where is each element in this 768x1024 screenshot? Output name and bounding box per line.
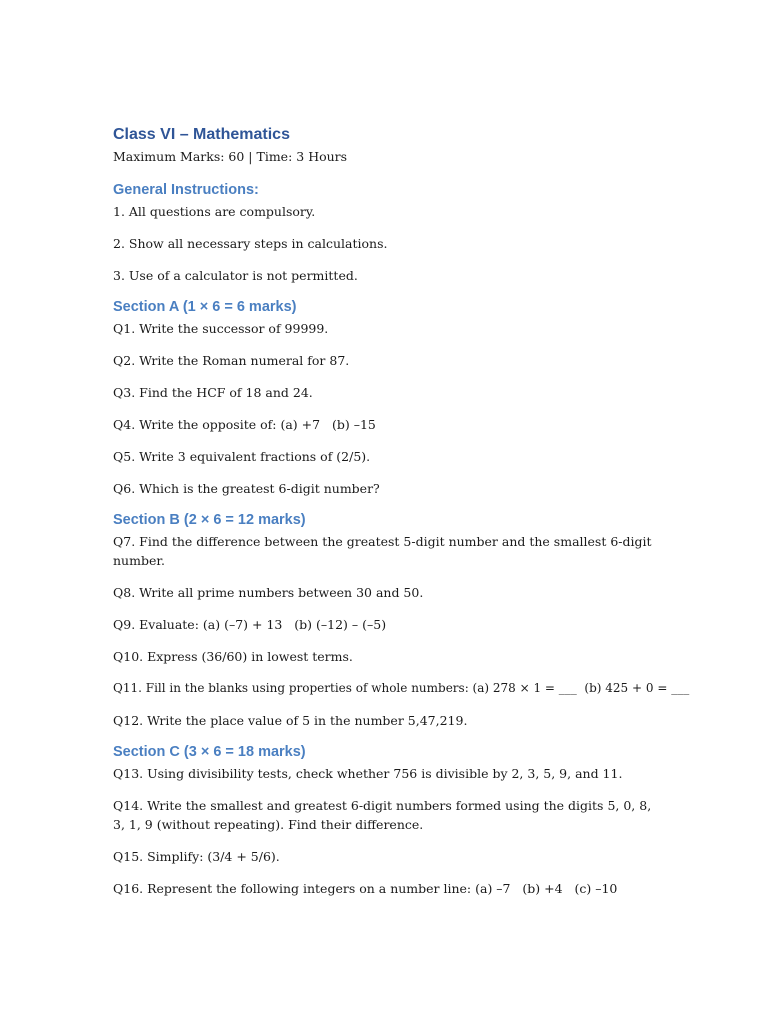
question-q11: Q11. Fill in the blanks using properties of whole numbers: (a) 278 × 1 = ___ (b) 425 + 0 = ___ [113,681,690,695]
question-q3: Q3. Find the HCF of 18 and 24. [113,385,313,400]
question-q8: Q8. Write all prime numbers between 30 and 50. [113,585,424,600]
question-q10: Q10. Express (36/60) in lowest terms. [113,649,353,664]
instruction-item: 2. Show all necessary steps in calculations. [113,236,388,251]
section-c-heading: Section C (3 × 6 = 18 marks) [113,744,306,760]
question-q9: Q9. Evaluate: (a) (–7) + 13 (b) (–12) – (–5) [113,617,387,632]
question-q12: Q12. Write the place value of 5 in the number 5,47,219. [113,713,468,728]
question-q4: Q4. Write the opposite of: (a) +7 (b) –15 [113,417,376,432]
exam-paper [113,125,690,898]
question-q2: Q2. Write the Roman numeral for 87. [113,353,350,368]
page-title: Class VI – Mathematics [113,126,290,143]
instructions-heading: General Instructions: [113,182,259,198]
question-q6: Q6. Which is the greatest 6-digit number? [113,481,380,496]
instruction-item: 3. Use of a calculator is not permitted. [113,268,358,283]
question-q7: Q7. Find the difference between the greatest 5-digit number and the smallest 6-digit number. [113,534,652,568]
instruction-item: 1. All questions are compulsory. [113,204,316,219]
section-a-heading: Section A (1 × 6 = 6 marks) [113,299,297,315]
question-q16: Q16. Represent the following integers on a number line: (a) –7 (b) +4 (c) –10 [113,881,618,896]
question-q13: Q13. Using divisibility tests, check whether 756 is divisible by 2, 3, 5, 9, and 11. [113,766,623,781]
question-q5: Q5. Write 3 equivalent fractions of (2/5). [113,449,371,464]
question-q15: Q15. Simplify: (3/4 + 5/6). [113,849,280,864]
question-q1: Q1. Write the successor of 99999. [113,321,329,336]
marks-and-time: Maximum Marks: 60 | Time: 3 Hours [113,149,348,164]
question-q14: Q14. Write the smallest and greatest 6-digit numbers formed using the digits 5, 0, 8, 3, 1, 9 (without repeating). Find their difference. [113,798,652,832]
section-b-heading: Section B (2 × 6 = 12 marks) [113,512,306,528]
